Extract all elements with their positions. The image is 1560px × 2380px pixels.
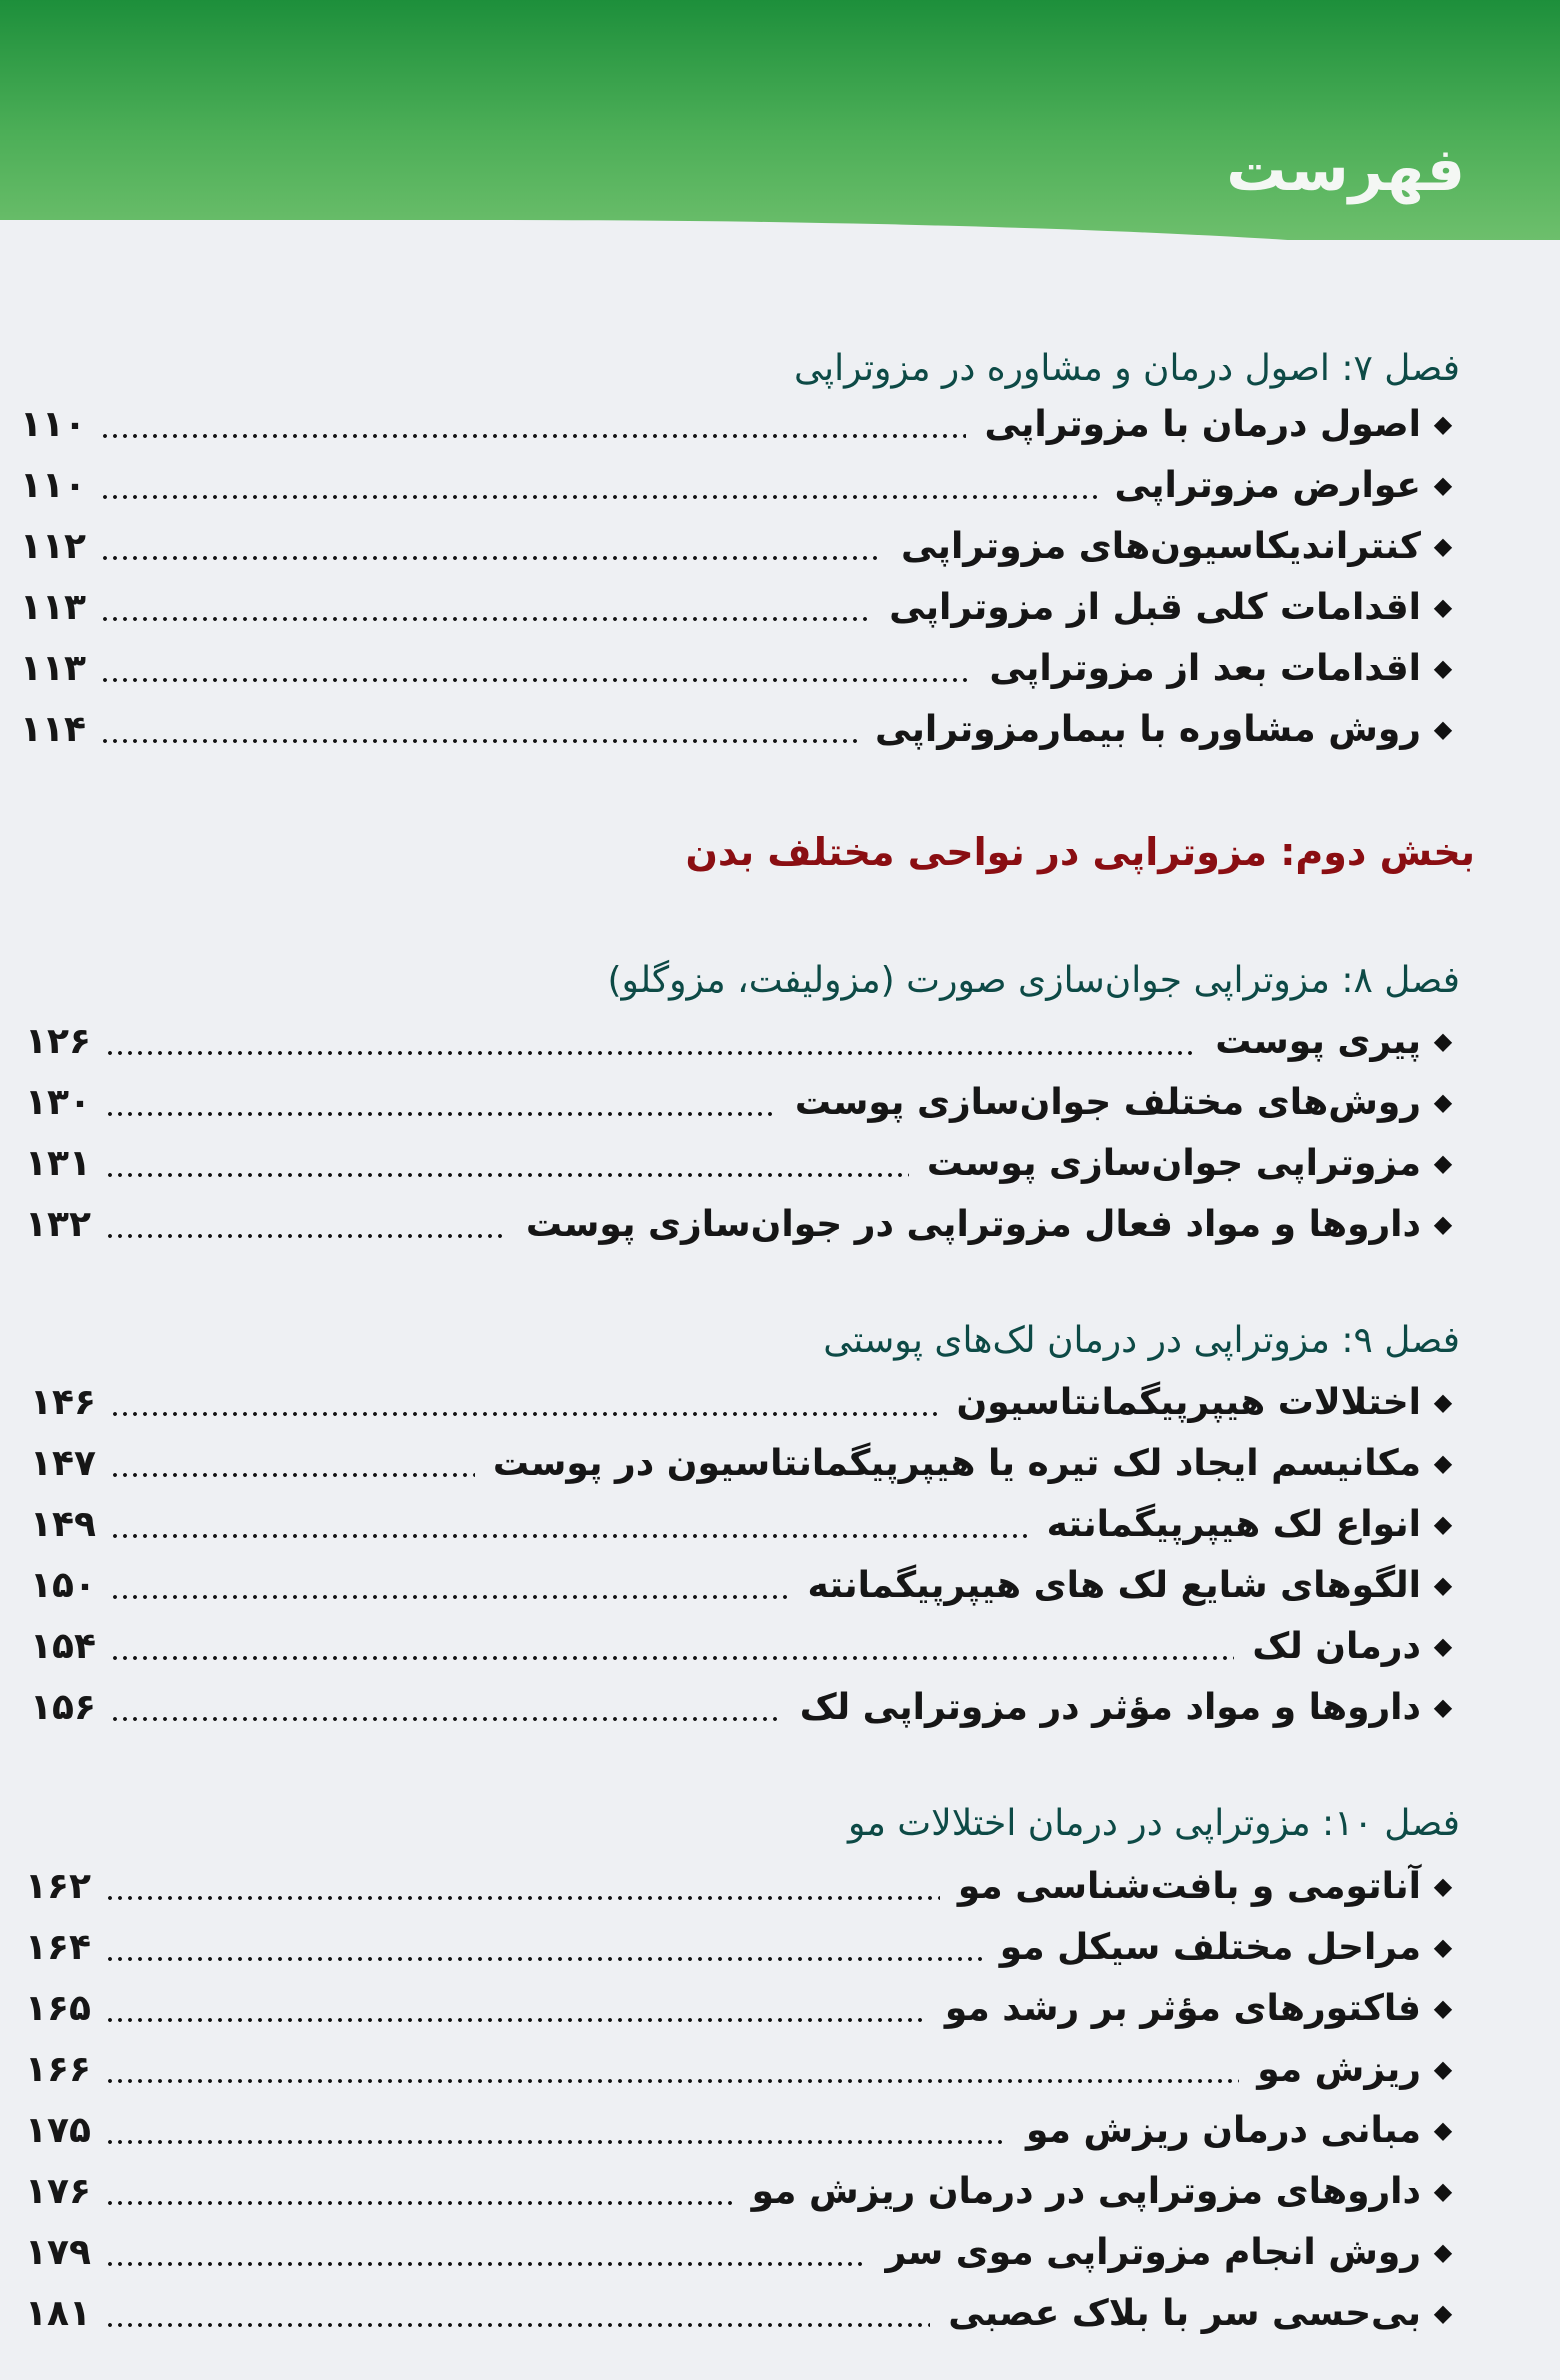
page-number: ۱۶۲ bbox=[25, 1865, 91, 1907]
toc-entry[interactable] bbox=[20, 642, 1465, 694]
dot-leader bbox=[105, 1173, 909, 1177]
dot-leader bbox=[105, 1234, 508, 1238]
dot-leader bbox=[105, 1112, 777, 1116]
page-number: ۱۷۹ bbox=[25, 2231, 91, 2273]
page-number: ۱۵۰ bbox=[30, 1564, 96, 1606]
bullet-icon: ◆ bbox=[1433, 2238, 1453, 2266]
toc-entry[interactable] bbox=[30, 1559, 1465, 1611]
bullet-icon: ◆ bbox=[1433, 1027, 1453, 1055]
page-number: ۱۶۵ bbox=[25, 1987, 91, 2029]
chapter-title: فصل ۱۰: مزوتراپی در درمان اختلالات مو bbox=[847, 1803, 1460, 1844]
bullet-icon: ◆ bbox=[1433, 1149, 1453, 1177]
bullet-icon: ◆ bbox=[1433, 654, 1453, 682]
toc-entry[interactable] bbox=[25, 1860, 1465, 1912]
bullet-icon: ◆ bbox=[1433, 1449, 1453, 1477]
dot-leader bbox=[110, 1534, 1029, 1538]
chapter-title: فصل ۷: اصول درمان و مشاوره در مزوتراپی bbox=[794, 348, 1460, 389]
bullet-icon: ◆ bbox=[1433, 1388, 1453, 1416]
dot-leader bbox=[100, 495, 1097, 499]
bullet-icon: ◆ bbox=[1433, 1994, 1453, 2022]
entry-label: درمان لک bbox=[1252, 1625, 1421, 1667]
page-number: ۱۵۴ bbox=[30, 1625, 96, 1667]
dot-leader bbox=[110, 1595, 790, 1599]
part-title: بخش دوم: مزوتراپی در نواحی مختلف بدن bbox=[685, 830, 1475, 874]
entry-label: انواع لک هیپرپیگمانته bbox=[1046, 1503, 1421, 1545]
page-number: ۱۱۲ bbox=[20, 525, 86, 567]
toc-entry[interactable] bbox=[25, 2287, 1465, 2339]
dot-leader bbox=[100, 556, 883, 560]
entry-label: اقدامات کلی قبل از مزوتراپی bbox=[889, 586, 1421, 628]
page-number: ۱۱۳ bbox=[20, 586, 86, 628]
toc-entry[interactable] bbox=[25, 1076, 1465, 1128]
chapter-title: فصل ۸: مزوتراپی جوان‌سازی صورت (مزولیفت، مزوگلو) bbox=[607, 960, 1460, 1001]
toc-entry[interactable] bbox=[25, 1921, 1465, 1973]
bullet-icon: ◆ bbox=[1433, 2177, 1453, 2205]
entry-label: داروهای مزوتراپی در درمان ریزش مو bbox=[751, 2170, 1421, 2212]
bullet-icon: ◆ bbox=[1433, 1872, 1453, 1900]
bullet-icon: ◆ bbox=[1433, 532, 1453, 560]
toc-entry[interactable] bbox=[20, 398, 1465, 450]
toc-entry[interactable] bbox=[30, 1437, 1465, 1489]
page-number: ۱۵۶ bbox=[30, 1686, 96, 1728]
entry-label: روش‌های مختلف جوان‌سازی پوست bbox=[794, 1081, 1421, 1123]
page-number: ۱۶۶ bbox=[25, 2048, 91, 2090]
entry-label: عوارض مزوتراپی bbox=[1114, 464, 1421, 506]
entry-label: آناتومی و بافت‌شناسی مو bbox=[957, 1865, 1421, 1907]
dot-leader bbox=[105, 1051, 1197, 1055]
page-number: ۱۱۰ bbox=[20, 403, 86, 445]
entry-label: فاکتورهای مؤثر بر رشد مو bbox=[944, 1987, 1421, 2029]
bullet-icon: ◆ bbox=[1433, 2299, 1453, 2327]
page-number: ۱۱۴ bbox=[20, 708, 86, 750]
dot-leader bbox=[110, 1717, 782, 1721]
bullet-icon: ◆ bbox=[1433, 1510, 1453, 1538]
bullet-icon: ◆ bbox=[1433, 1210, 1453, 1238]
toc-entry[interactable] bbox=[20, 703, 1465, 755]
dot-leader bbox=[110, 1473, 475, 1477]
page-number: ۱۳۱ bbox=[25, 1142, 91, 1184]
page-number: ۱۴۶ bbox=[30, 1381, 96, 1423]
entry-label: روش انجام مزوتراپی موی سر bbox=[885, 2231, 1421, 2273]
entry-label: اصول درمان با مزوتراپی bbox=[984, 403, 1421, 445]
entry-label: الگوهای شایع لک های هیپرپیگمانته bbox=[807, 1564, 1421, 1606]
chapter-title: فصل ۹: مزوتراپی در درمان لک‌های پوستی bbox=[823, 1320, 1460, 1361]
bullet-icon: ◆ bbox=[1433, 1632, 1453, 1660]
dot-leader bbox=[100, 434, 966, 438]
toc-entry[interactable] bbox=[25, 2043, 1465, 2095]
dot-leader bbox=[105, 1957, 982, 1961]
toc-entry[interactable] bbox=[25, 2226, 1465, 2278]
bullet-icon: ◆ bbox=[1433, 2116, 1453, 2144]
entry-label: روش مشاوره با بیمارمزوتراپی bbox=[874, 708, 1421, 750]
page-number: ۱۲۶ bbox=[25, 1020, 91, 1062]
bullet-icon: ◆ bbox=[1433, 593, 1453, 621]
dot-leader bbox=[100, 617, 871, 621]
entry-label: اختلالات هیپرپیگمانتاسیون bbox=[956, 1381, 1421, 1423]
toc-entry[interactable] bbox=[30, 1681, 1465, 1733]
toc-entry[interactable] bbox=[30, 1376, 1465, 1428]
page-number: ۱۴۹ bbox=[30, 1503, 96, 1545]
toc-entry[interactable] bbox=[30, 1620, 1465, 1672]
entry-label: مراحل مختلف سیکل مو bbox=[999, 1926, 1421, 1968]
dot-leader bbox=[110, 1412, 938, 1416]
toc-entry[interactable] bbox=[25, 2104, 1465, 2156]
entry-label: مبانی درمان ریزش مو bbox=[1026, 2109, 1421, 2151]
toc-entry[interactable] bbox=[25, 1198, 1465, 1250]
page-number: ۱۴۷ bbox=[30, 1442, 96, 1484]
toc-entry[interactable] bbox=[20, 520, 1465, 572]
dot-leader bbox=[105, 2262, 867, 2266]
toc-entry[interactable] bbox=[20, 459, 1465, 511]
dot-leader bbox=[105, 1896, 940, 1900]
entry-label: بی‌حسی سر با بلاک عصبی bbox=[948, 2292, 1421, 2334]
dot-leader bbox=[105, 2201, 734, 2205]
bullet-icon: ◆ bbox=[1433, 471, 1453, 499]
toc-entry[interactable] bbox=[20, 581, 1465, 633]
toc-entry[interactable] bbox=[30, 1498, 1465, 1550]
entry-label: مکانیسم ایجاد لک تیره یا هیپرپیگمانتاسیون در پوست bbox=[492, 1442, 1421, 1484]
toc-entry[interactable] bbox=[25, 1137, 1465, 1189]
page-number: ۱۸۱ bbox=[25, 2292, 91, 2334]
page-number: ۱۳۲ bbox=[25, 1203, 91, 1245]
dot-leader bbox=[105, 2079, 1239, 2083]
page-number: ۱۱۰ bbox=[20, 464, 86, 506]
dot-leader bbox=[110, 1656, 1234, 1660]
toc-entry[interactable] bbox=[25, 1015, 1465, 1067]
entry-label: داروها و مواد فعال مزوتراپی در جوان‌سازی پوست bbox=[525, 1203, 1421, 1245]
bullet-icon: ◆ bbox=[1433, 1571, 1453, 1599]
toc-entry[interactable] bbox=[25, 1982, 1465, 2034]
bullet-icon: ◆ bbox=[1433, 1693, 1453, 1721]
page-number: ۱۷۶ bbox=[25, 2170, 91, 2212]
bullet-icon: ◆ bbox=[1433, 1933, 1453, 1961]
bullet-icon: ◆ bbox=[1433, 410, 1453, 438]
entry-label: اقدامات بعد از مزوتراپی bbox=[989, 647, 1421, 689]
page-number: ۱۱۳ bbox=[20, 647, 86, 689]
bullet-icon: ◆ bbox=[1433, 715, 1453, 743]
dot-leader bbox=[100, 678, 971, 682]
page-number: ۱۳۰ bbox=[25, 1081, 91, 1123]
toc-entry[interactable] bbox=[25, 2165, 1465, 2217]
dot-leader bbox=[105, 2018, 927, 2022]
dot-leader bbox=[105, 2323, 930, 2327]
entry-label: داروها و مواد مؤثر در مزوتراپی لک bbox=[799, 1686, 1421, 1728]
page-title: فهرست bbox=[1226, 135, 1465, 205]
bullet-icon: ◆ bbox=[1433, 1088, 1453, 1116]
entry-label: مزوتراپی جوان‌سازی پوست bbox=[926, 1142, 1421, 1184]
bullet-icon: ◆ bbox=[1433, 2055, 1453, 2083]
dot-leader bbox=[105, 2140, 1008, 2144]
entry-label: کنتراندیکاسیون‌های مزوتراپی bbox=[901, 525, 1421, 567]
entry-label: ریزش مو bbox=[1257, 2048, 1421, 2090]
page-number: ۱۶۴ bbox=[25, 1926, 91, 1968]
dot-leader bbox=[100, 739, 857, 743]
entry-label: پیری پوست bbox=[1215, 1020, 1421, 1062]
page-number: ۱۷۵ bbox=[25, 2109, 91, 2151]
